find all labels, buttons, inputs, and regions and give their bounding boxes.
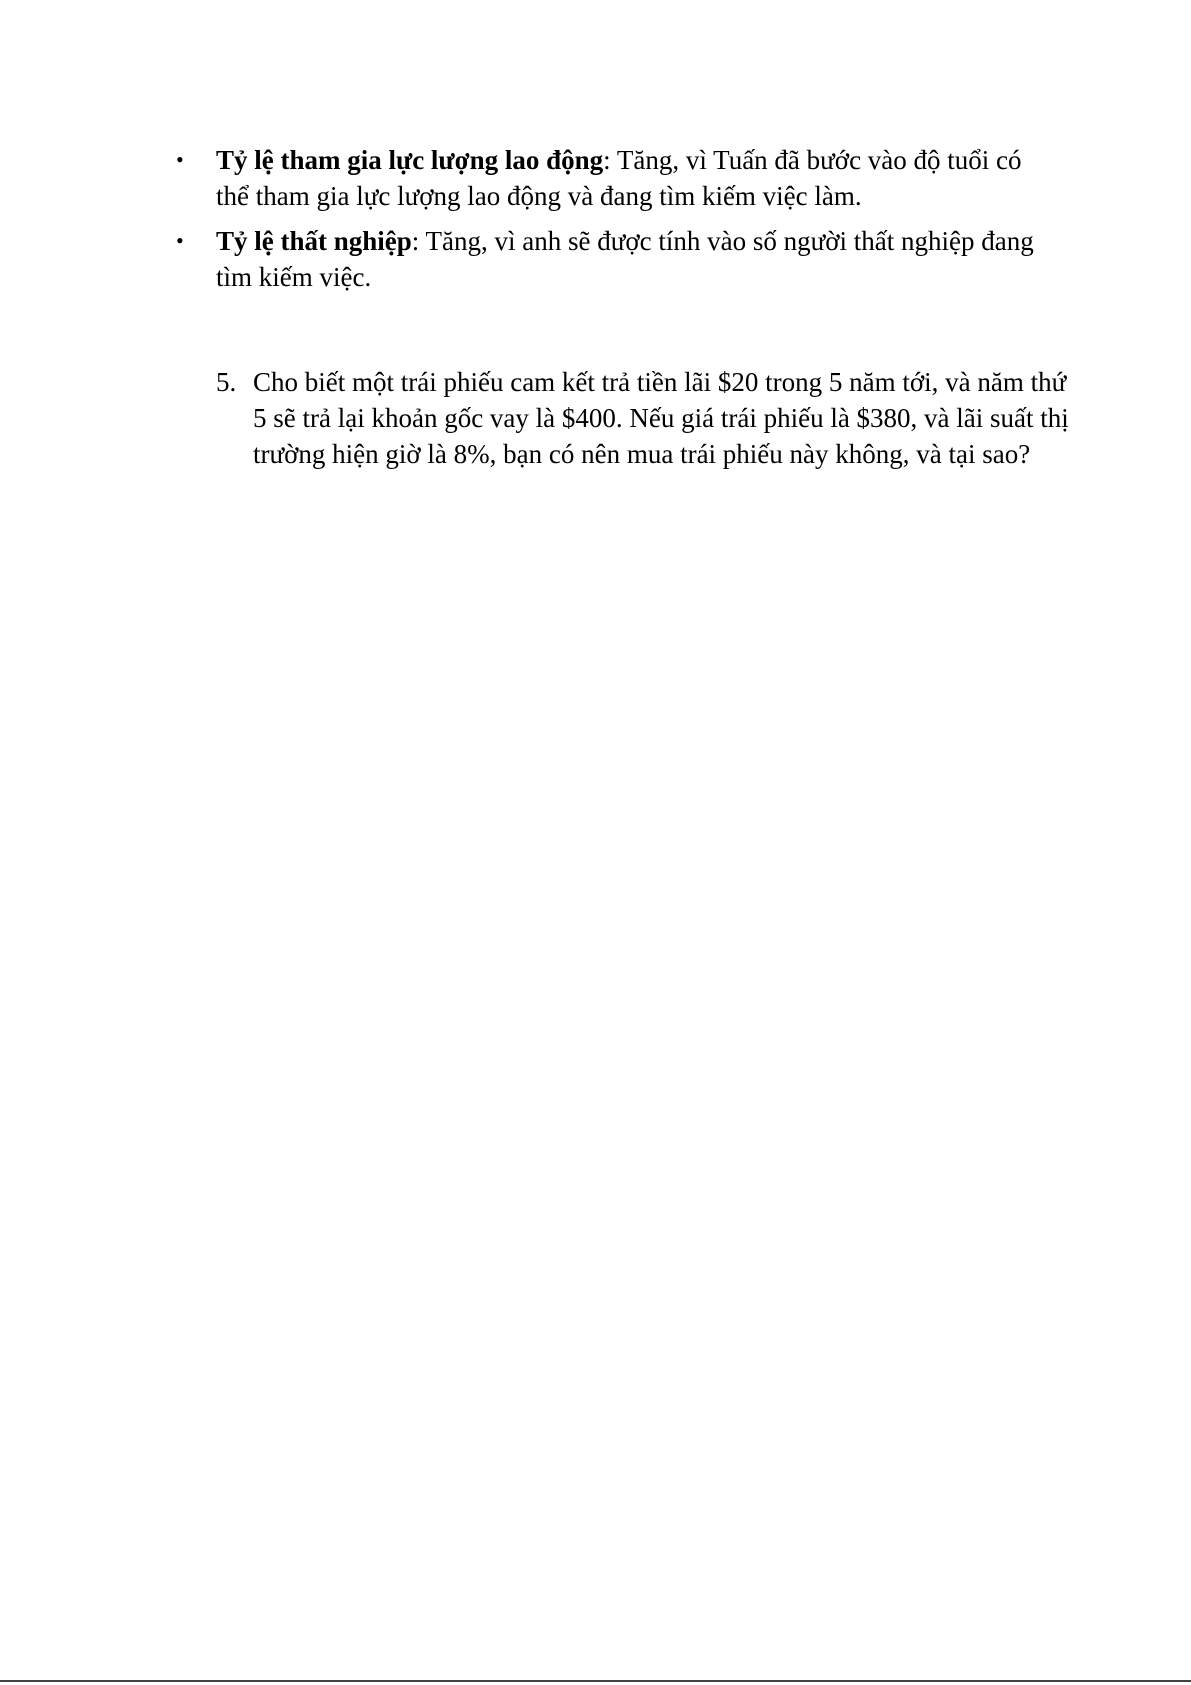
question-text: Cho biết một trái phiếu cam kết trả tiền lãi $20 trong 5 năm tới, và năm thứ 5 sẽ trả lại khoản gốc vay là $400. Nếu giá trái phiếu là $380, và lãi suất thị trường hiện giờ là 8%, bạn có nên mua trái phiếu này không, và tại sao?: [253, 367, 1069, 469]
bullet-text: : Tăng, vì Tuấn đã bước vào độ tuổi có thể tham gia lực lượng lao động và đang tìm kiếm việc làm.: [216, 145, 1022, 211]
bullet-item-labor-force-participation: [176, 142, 1056, 214]
question-5: [216, 364, 1076, 472]
bullet-text: : Tăng, vì anh sẽ được tính vào số người thất nghiệp đang tìm kiếm việc.: [216, 226, 1034, 292]
bullet-item-unemployment-rate: [176, 223, 1056, 295]
bullet-term: Tỷ lệ tham gia lực lượng lao động: [216, 145, 604, 175]
bullet-list: [176, 142, 1056, 304]
page-bottom-divider: [0, 1680, 1191, 1682]
bullet-term: Tỷ lệ thất nghiệp: [216, 226, 412, 256]
question-number: 5.: [216, 367, 237, 397]
bullet-marker: •: [176, 147, 184, 172]
bullet-marker: •: [176, 228, 184, 253]
